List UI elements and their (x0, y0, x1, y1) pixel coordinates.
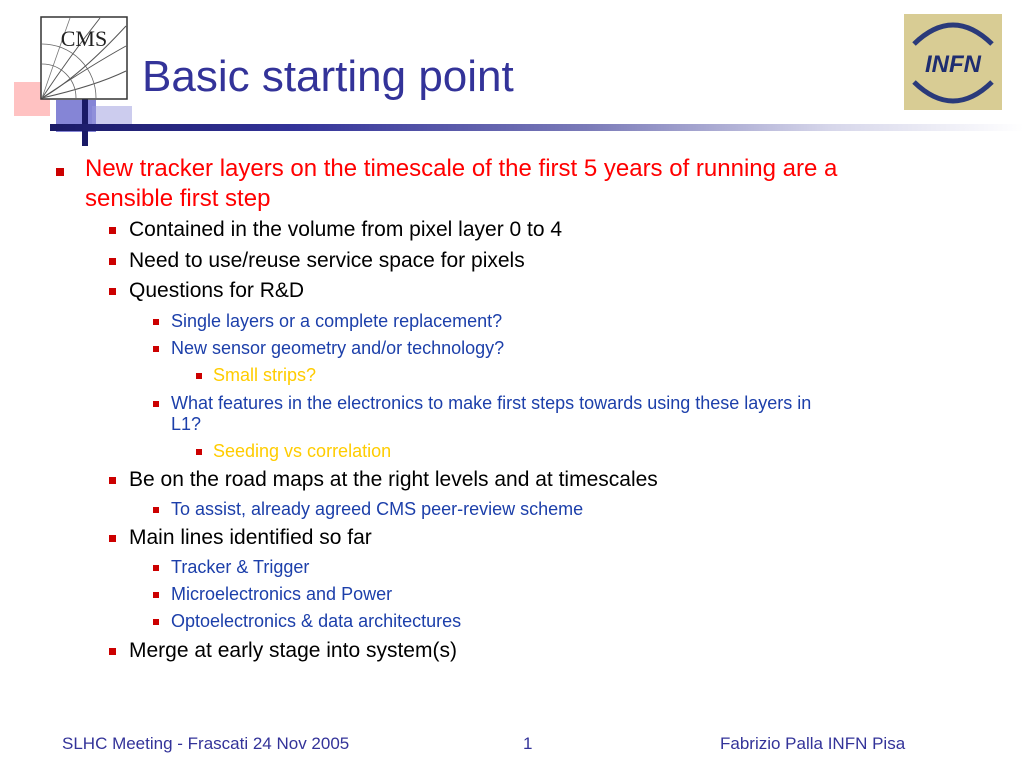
bullet-text: Questions for R&D (129, 279, 305, 302)
bullet-marker (109, 535, 116, 542)
bullet-marker (196, 449, 202, 455)
bullet-text: Tracker & Trigger (171, 557, 310, 577)
bullet-text: What features in the electronics to make first steps towards using these layers in (171, 393, 812, 413)
bullet-marker (153, 507, 159, 513)
footer-right: Fabrizio Palla INFN Pisa (720, 734, 906, 753)
bullet-marker (153, 346, 159, 352)
bullet-marker (109, 648, 116, 655)
infn-logo-text: INFN (925, 51, 981, 78)
bullet-text: Optoelectronics & data architectures (171, 611, 462, 631)
bullet-text: Microelectronics and Power (171, 584, 393, 604)
footer-left: SLHC Meeting - Frascati 24 Nov 2005 (62, 734, 350, 753)
bullet-marker (109, 258, 116, 265)
bullet-marker (109, 288, 116, 295)
bullet-text: Merge at early stage into system(s) (129, 639, 457, 662)
bullet-text: Main lines identified so far (129, 526, 372, 549)
bullet-text: New tracker layers on the timescale of the first 5 years of running are a (85, 155, 838, 182)
title-underline (50, 124, 1024, 131)
bullet-marker (153, 592, 159, 598)
cms-logo-text: CMS (60, 26, 108, 51)
bullet-text: New sensor geometry and/or technology? (171, 338, 505, 358)
bullet-marker (153, 619, 159, 625)
bullet-text: Single layers or a complete replacement? (171, 311, 503, 331)
page-number: 1 (523, 734, 533, 753)
infn-logo (904, 14, 1002, 110)
bullet-text: sensible first step (85, 185, 271, 212)
bullet-marker (153, 565, 159, 571)
bullet-marker (109, 477, 116, 484)
bullet-text: Be on the road maps at the right levels and at timescales (129, 468, 658, 491)
bullet-text: Contained in the volume from pixel layer 0 to 4 (129, 218, 563, 241)
bullet-marker (153, 319, 159, 325)
bullet-marker (109, 227, 116, 234)
bullet-text: Small strips? (213, 365, 317, 385)
bullet-marker (153, 401, 159, 407)
page-title: Basic starting point (142, 52, 514, 101)
bullet-text: Need to use/reuse service space for pixels (129, 249, 525, 272)
bullet-text: To assist, already agreed CMS peer-review scheme (171, 499, 584, 519)
bullet-text: L1? (171, 414, 202, 434)
bullet-marker (196, 373, 202, 379)
bullet-marker (56, 168, 64, 176)
bullet-text: Seeding vs correlation (213, 441, 392, 461)
cms-logo (40, 16, 128, 100)
